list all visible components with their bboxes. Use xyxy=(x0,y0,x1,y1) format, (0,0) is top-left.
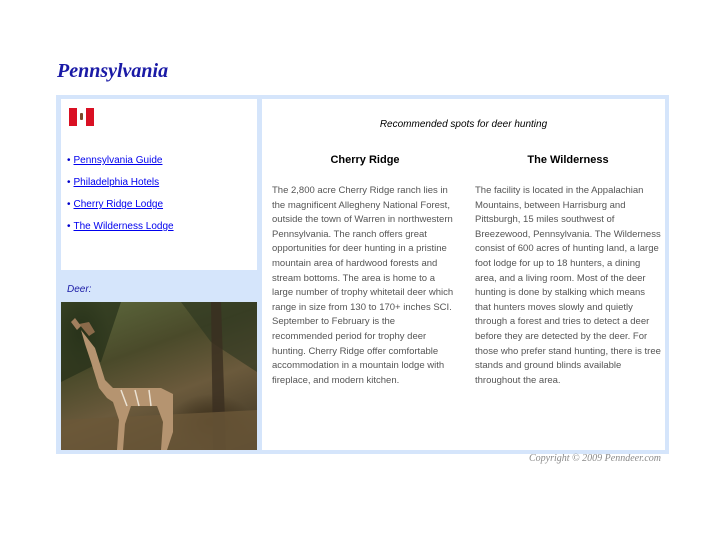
bullet-icon: • xyxy=(67,177,71,188)
sidebar-panel xyxy=(61,99,257,270)
deer-photo xyxy=(61,302,257,450)
nav-item-pennsylvania-guide xyxy=(67,155,174,177)
flag-emblem-icon xyxy=(80,113,83,120)
flag-band-left xyxy=(69,108,77,126)
cherry-ridge-section xyxy=(272,154,458,388)
sidebar-nav xyxy=(67,155,174,243)
cherry-ridge-text: The 2,800 acre Cherry Ridge ranch lies in the magnificent Allegheny National Forest, outside the town of Warren in northwestern Pennsylvania. The ranch offers great opportunities for deer hunting in a pristine mountain area of hardwood forests and stream bottoms. The area is home to a large number of trophy whitetail deer which range in size from 130 to 170+ inches SCI. September to February is the recommended period for trophy deer hunting. Cherry Ridge offer comfortable accommodation in a mountain lodge with fireplace, and modern kitchen. xyxy=(272,185,454,386)
bullet-icon: • xyxy=(67,221,71,232)
link-philadelphia-hotels[interactable]: Philadelphia Hotels xyxy=(73,177,160,188)
nav-item-wilderness-lodge xyxy=(67,221,174,243)
nav-item-cherry-ridge-lodge xyxy=(67,199,174,221)
bullet-icon: • xyxy=(67,155,71,166)
nav-item-philadelphia-hotels xyxy=(67,177,174,199)
section-subtitle: Recommended spots for deer hunting xyxy=(379,119,548,130)
main-panel xyxy=(262,99,665,450)
flag-band-right xyxy=(86,108,94,126)
wilderness-heading: The Wilderness xyxy=(527,154,609,166)
flag-icon xyxy=(69,108,94,126)
wilderness-section xyxy=(475,154,661,388)
link-wilderness-lodge[interactable]: The Wilderness Lodge xyxy=(73,221,174,232)
link-cherry-ridge-lodge[interactable]: Cherry Ridge Lodge xyxy=(73,199,164,210)
content-frame xyxy=(56,95,669,454)
deer-illustration xyxy=(61,302,257,450)
deer-label: Deer: xyxy=(67,284,92,295)
copyright: Copyright © 2009 Penndeer.com xyxy=(529,453,662,464)
link-pennsylvania-guide[interactable]: Pennsylvania Guide xyxy=(73,155,163,166)
cherry-ridge-heading: Cherry Ridge xyxy=(330,154,400,166)
bullet-icon: • xyxy=(67,199,71,210)
page-title: Pennsylvania xyxy=(57,60,169,82)
flag-band-center xyxy=(77,108,85,126)
wilderness-text: The facility is located in the Appalachian Mountains, between Harrisburg and Pittsburgh, 15 miles southwest of Breezewood, Pennsylvania. The Wilderness consist of 600 acres of hunting land, a large foot lodge for up to 18 hunters, a dining area, and a living room. Most of the deer hunting is done by stalking which means that hunters moves slowly and quietly through a forest and tries to detect a deer before they are detected by the deer. For those who prefer stand hunting, there is tree stands and ground blinds available throughout the area. xyxy=(475,185,661,386)
